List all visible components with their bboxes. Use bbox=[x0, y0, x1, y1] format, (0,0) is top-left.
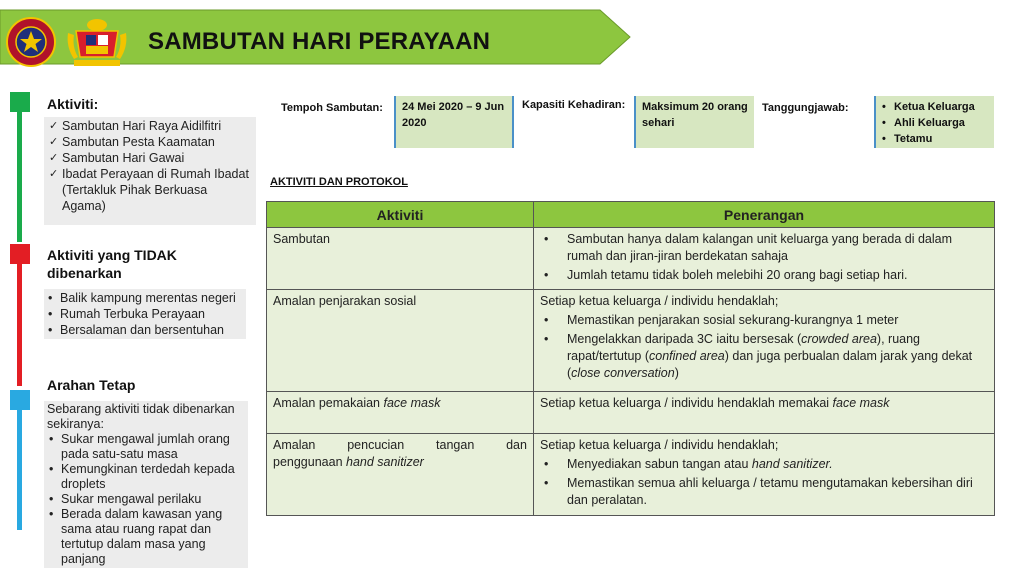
list-item: ✓ Sambutan Hari Raya Aidilfitri bbox=[48, 118, 252, 134]
list-item: • Rumah Terbuka Perayaan bbox=[46, 306, 244, 322]
list-item: • Berada dalam kawasan yang sama atau ruang rapat dan tertutup dalam masa yang panjang bbox=[47, 507, 245, 567]
list-item: • Sukar mengawal jumlah orang pada satu-satu masa bbox=[47, 432, 245, 462]
text-run: Amalan pemakaian bbox=[273, 396, 384, 410]
tanggung-value bbox=[874, 96, 994, 148]
arahan-list bbox=[47, 432, 245, 567]
text-run: tangan bbox=[436, 438, 475, 452]
arahan-title: Arahan Tetap bbox=[47, 377, 136, 393]
cell-intro: Setiap ketua keluarga / individu hendaklah; bbox=[540, 438, 779, 452]
list-item: • Kemungkinan terdedah kepada droplets bbox=[47, 462, 245, 492]
arahan-box bbox=[44, 401, 248, 568]
list-item: • Tetamu bbox=[878, 131, 992, 147]
bullet-list bbox=[540, 231, 988, 284]
aktiviti-title: Aktiviti: bbox=[47, 96, 99, 112]
kapasiti-value: Maksimum 20 orang sehari bbox=[634, 96, 754, 148]
list-item: • Bersalaman dan bersentuhan bbox=[46, 322, 244, 338]
arahan-bar bbox=[17, 410, 22, 530]
tidak-title-line2: dibenarkan bbox=[47, 265, 122, 281]
bullet-list bbox=[540, 312, 988, 382]
header-banner bbox=[0, 8, 632, 66]
table-cell-aktiviti: Sambutan bbox=[267, 228, 534, 290]
arahan-marker bbox=[10, 390, 30, 410]
table-cell-penerangan bbox=[534, 290, 995, 392]
tidak-title bbox=[47, 246, 177, 282]
section-heading: AKTIVITI DAN PROTOKOL bbox=[270, 176, 408, 188]
agency-seal-logo bbox=[6, 17, 56, 67]
tidak-bar bbox=[17, 264, 22, 386]
list-item: • Ketua Keluarga bbox=[878, 99, 992, 115]
coat-of-arms-logo bbox=[64, 17, 130, 69]
table-cell-aktiviti bbox=[267, 434, 534, 516]
list-item bbox=[540, 331, 988, 382]
aktiviti-line2 bbox=[273, 454, 527, 471]
list-item: • Jumlah tetamu tidak boleh melebihi 20 orang bagi setiap hari. bbox=[540, 267, 988, 284]
table-cell-penerangan bbox=[534, 228, 995, 290]
list-item: ✓ Sambutan Pesta Kaamatan bbox=[48, 134, 252, 150]
table-row bbox=[267, 392, 995, 434]
list-item: • Memastikan semua ahli keluarga / tetamu mengutamakan kebersihan diri dan peralatan. bbox=[540, 475, 988, 509]
aktiviti-box bbox=[44, 117, 256, 225]
list-item: ✓ Ibadat Perayaan di Rumah Ibadat (Tertakluk Pihak Berkuasa Agama) bbox=[48, 166, 252, 214]
table-row bbox=[267, 228, 995, 290]
table-row bbox=[267, 290, 995, 392]
list-item: • Ahli Keluarga bbox=[878, 115, 992, 131]
text-run: ) bbox=[674, 366, 679, 380]
tempoh-value: 24 Mei 2020 – 9 Jun 2020 bbox=[394, 96, 514, 148]
text-run: dan bbox=[506, 438, 527, 452]
aktiviti-line1 bbox=[273, 437, 527, 454]
table-cell-penerangan bbox=[534, 392, 995, 434]
aktiviti-marker bbox=[10, 92, 30, 112]
table-cell-aktiviti: Amalan penjarakan sosial bbox=[267, 290, 534, 392]
text-run-em: face mask bbox=[383, 396, 441, 410]
tempoh-label: Tempoh Sambutan: bbox=[281, 102, 383, 114]
text-run-em: confined area bbox=[649, 349, 725, 363]
text-run-em: hand sanitizer. bbox=[751, 457, 833, 471]
text-run: Mengelakkan daripada 3C iaitu bersesak ( bbox=[567, 332, 802, 346]
cell-intro: Setiap ketua keluarga / individu hendaklah; bbox=[540, 294, 779, 308]
arahan-intro: Sebarang aktiviti tidak dibenarkan sekiranya: bbox=[47, 402, 235, 431]
text-run: ), ruang rapat/tertutup ( bbox=[567, 332, 921, 363]
tanggung-label: Tanggungjawab: bbox=[762, 102, 849, 114]
page-title: SAMBUTAN HARI PERAYAAN bbox=[148, 28, 491, 55]
kapasiti-label: Kapasiti Kehadiran: bbox=[522, 99, 626, 111]
text-run: ) dan juga perbualan dalam jarak yang dekat ( bbox=[567, 349, 973, 380]
text-run: Setiap ketua keluarga / individu hendaklah memakai bbox=[540, 396, 833, 410]
list-item bbox=[540, 456, 988, 473]
text-run-em: hand sanitizer bbox=[346, 455, 424, 469]
list-item: ✓ Sambutan Hari Gawai bbox=[48, 150, 252, 166]
list-item: • Memastikan penjarakan sosial sekurang-kurangnya 1 meter bbox=[540, 312, 988, 329]
tidak-title-line1: Aktiviti yang TIDAK bbox=[47, 247, 177, 263]
tidak-box bbox=[44, 289, 246, 339]
text-run-em: crowded area bbox=[801, 332, 877, 346]
text-run: pencucian bbox=[347, 438, 405, 452]
protocol-table bbox=[266, 201, 995, 516]
column-header: Penerangan bbox=[534, 202, 995, 228]
text-run-em: close conversation bbox=[571, 366, 675, 380]
text-run-em: face mask bbox=[832, 396, 890, 410]
list-item: • Sukar mengawal perilaku bbox=[47, 492, 245, 507]
bullet-list bbox=[540, 456, 988, 509]
table-header-row bbox=[267, 202, 995, 228]
table-cell-penerangan bbox=[534, 434, 995, 516]
aktiviti-list bbox=[44, 117, 256, 215]
list-item: • Sambutan hanya dalam kalangan unit keluarga yang berada di dalam rumah dan jiran-jiran berdekatan sahaja bbox=[540, 231, 988, 265]
aktiviti-bar bbox=[17, 112, 22, 242]
tidak-list bbox=[44, 289, 246, 339]
list-item: • Balik kampung merentas negeri bbox=[46, 290, 244, 306]
table-row bbox=[267, 434, 995, 516]
text-run: penggunaan bbox=[273, 455, 346, 469]
tidak-marker bbox=[10, 244, 30, 264]
column-header: Aktiviti bbox=[267, 202, 534, 228]
text-run: Amalan bbox=[273, 438, 316, 452]
table-cell-aktiviti bbox=[267, 392, 534, 434]
text-run: Menyediakan sabun tangan atau bbox=[567, 457, 752, 471]
tanggung-list bbox=[878, 99, 992, 147]
